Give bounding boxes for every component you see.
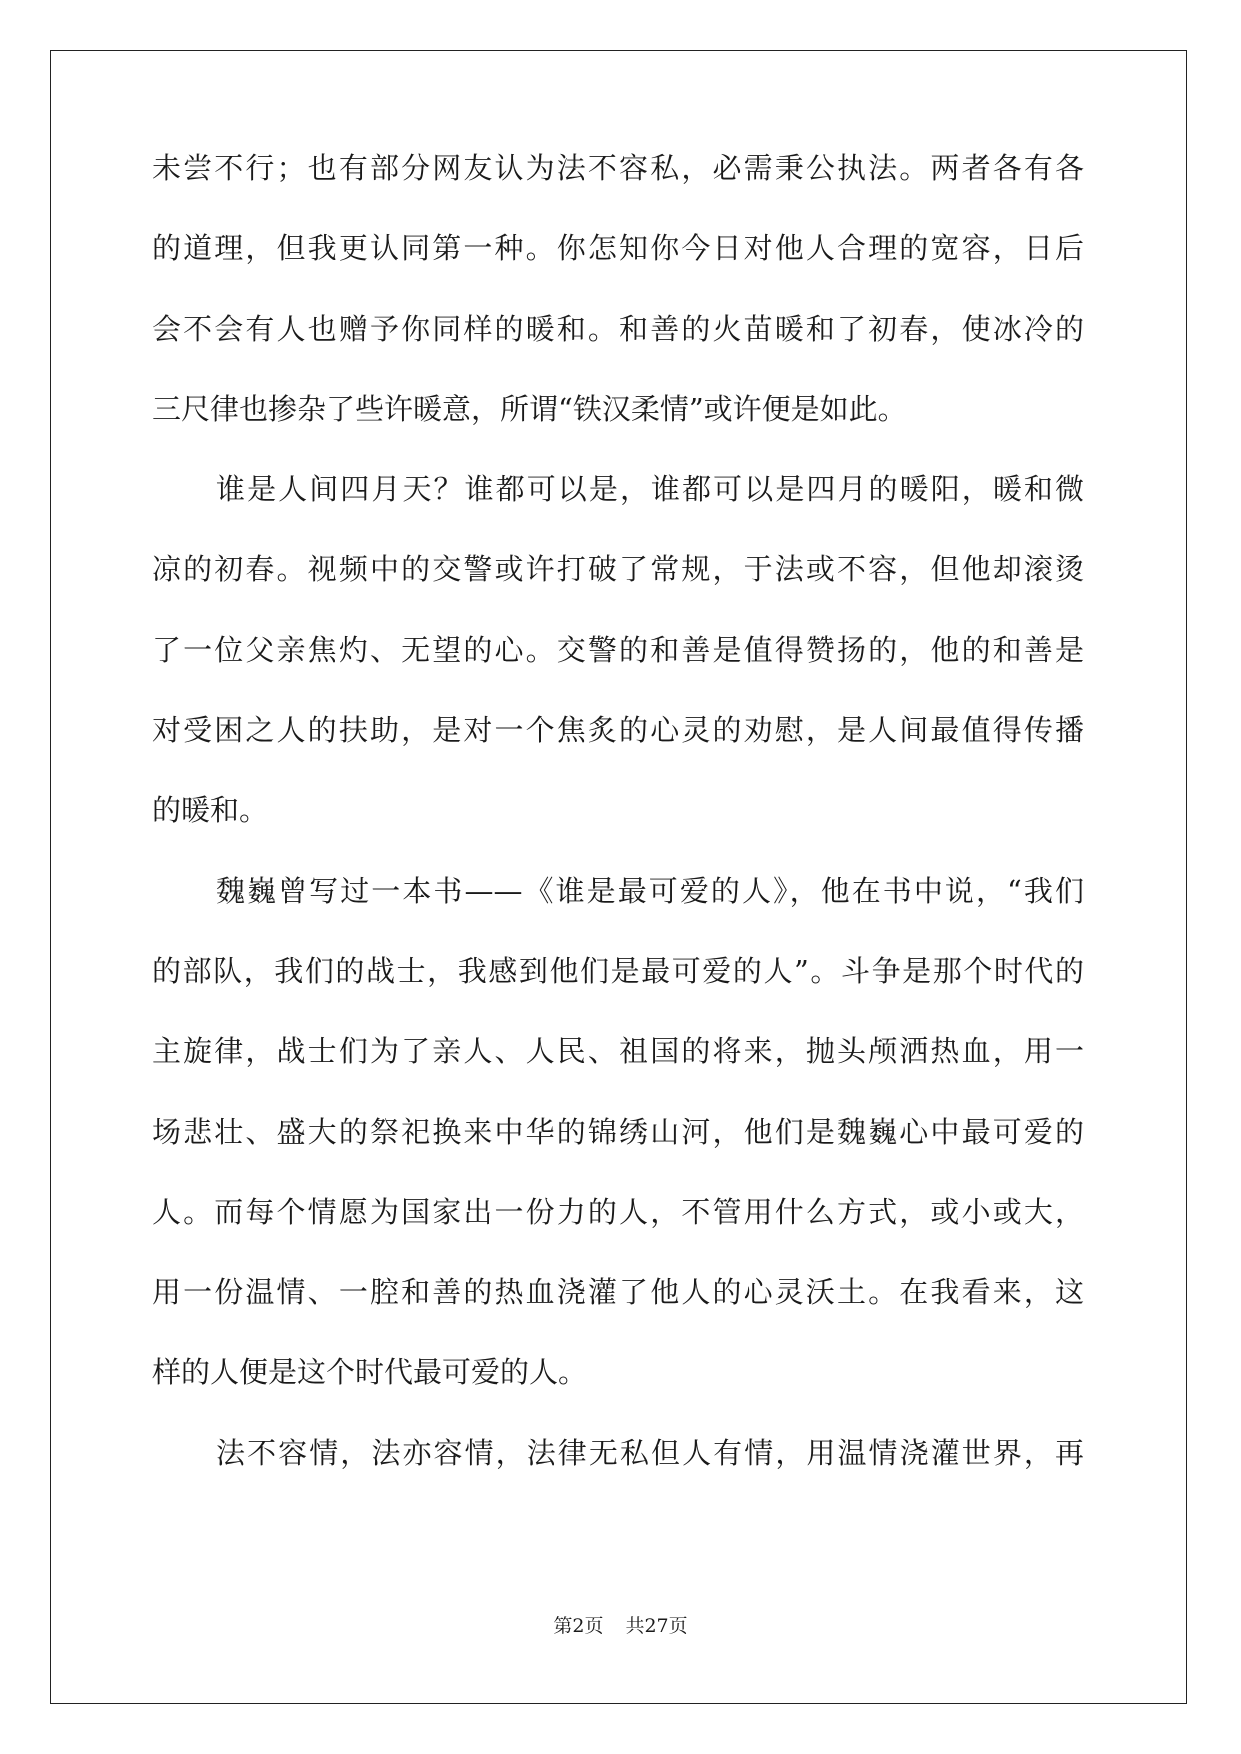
paragraph-first-line: 法不容情，法亦容情，法律无私但人有情，用温情浇灌世界，再 xyxy=(216,1435,1084,1470)
text-line: 了一位父亲焦灼、无望的心。交警的和善是值得赞扬的，他的和善是 xyxy=(152,632,1084,667)
text-line: 的暖和。 xyxy=(152,793,269,828)
paragraph-first-line: 魏巍曾写过一本书——《谁是最可爱的人》，他在书中说，“我们 xyxy=(216,873,1084,908)
text-line: 未尝不行；也有部分网友认为法不容私，必需秉公执法。两者各有各 xyxy=(152,151,1084,185)
text-line: 凉的初春。视频中的交警或许打破了常规，于法或不容，但他却滚烫 xyxy=(152,552,1084,587)
total-pages: 共27页 xyxy=(625,1615,688,1637)
text-line: 三尺律也掺杂了些许暖意，所谓“铁汉柔情”或许便是如此。 xyxy=(152,391,907,426)
current-page: 第2页 xyxy=(553,1615,604,1637)
paragraph-first-line: 谁是人间四月天？谁都可以是，谁都可以是四月的暖阳，暖和微 xyxy=(216,472,1084,507)
text-line: 样的人便是这个时代最可爱的人。 xyxy=(152,1355,588,1390)
text-line: 会不会有人也赠予你同样的暖和。和善的火苗暖和了初春，使冰冷的 xyxy=(152,311,1084,346)
text-line: 用一份温情、一腔和善的热血浇灌了他人的心灵沃土。在我看来，这 xyxy=(152,1275,1084,1310)
text-line: 场悲壮、盛大的祭祀换来中华的锦绣山河，他们是魏巍心中最可爱的 xyxy=(152,1114,1084,1149)
text-line: 主旋律，战士们为了亲人、人民、祖国的将来，抛头颅洒热血，用一 xyxy=(152,1034,1084,1069)
text-line: 的部队，我们的战士，我感到他们是最可爱的人”。斗争是那个时代的 xyxy=(152,953,1084,988)
text-line: 的道理，但我更认同第一种。你怎知你今日对他人合理的宽容，日后 xyxy=(152,231,1084,266)
document-body xyxy=(152,148,1084,1513)
text-line: 对受困之人的扶助，是对一个焦炙的心灵的劝慰，是人间最值得传播 xyxy=(152,713,1084,748)
text-line: 人。而每个情愿为国家出一份力的人，不管用什么方式，或小或大， xyxy=(152,1194,1084,1229)
page-number xyxy=(0,1614,1241,1638)
